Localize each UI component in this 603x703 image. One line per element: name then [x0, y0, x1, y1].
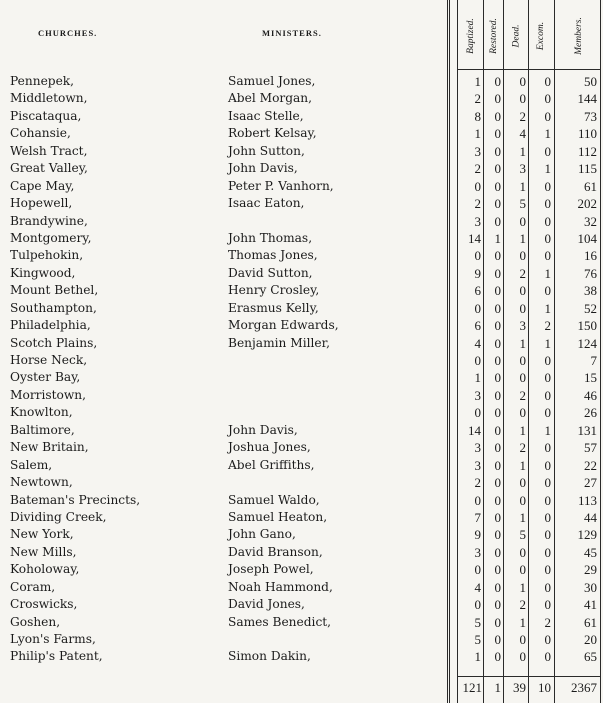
members-count: 41: [584, 597, 597, 613]
baptized-count: 0: [474, 597, 481, 613]
restored-count: 0: [494, 300, 501, 316]
members-count: 202: [577, 196, 597, 212]
baptized-count: 0: [474, 248, 481, 264]
church-name: Goshen,: [10, 614, 61, 629]
members-count: 52: [584, 300, 597, 316]
excom-header: [529, 6, 554, 66]
total-excom: 10: [538, 680, 551, 695]
excom-count: 1: [544, 126, 551, 142]
baptized-count: 3: [474, 387, 481, 403]
dead-count: 0: [519, 353, 526, 368]
totals-rule: [457, 676, 601, 677]
dead-count: 0: [519, 91, 526, 107]
dead-count: 2: [519, 387, 526, 403]
dead-count: 1: [519, 422, 526, 438]
table-row: [0, 352, 603, 369]
restored-count: 0: [494, 353, 501, 368]
excom-count: 0: [544, 143, 551, 159]
minister-name: David Branson,: [228, 544, 323, 559]
excom-count: 0: [544, 649, 551, 665]
restored-count: 0: [494, 632, 501, 647]
baptized-count: 9: [474, 265, 481, 281]
members-count: 129: [577, 527, 597, 543]
dead-count: 0: [519, 213, 526, 229]
churches-header: CHURCHES.: [38, 28, 98, 38]
dead-count: 0: [519, 562, 526, 578]
excom-count: 0: [544, 283, 551, 299]
church-name: Oyster Bay,: [10, 370, 81, 385]
restored-header: [483, 6, 504, 66]
excom-count: 1: [544, 422, 551, 438]
table-row: [0, 195, 603, 212]
excom-count: 0: [544, 475, 551, 491]
excom-count: 0: [544, 213, 551, 229]
dead-header: [504, 6, 529, 66]
table-row: [0, 614, 603, 631]
excom-count: 0: [544, 632, 551, 647]
restored-count: 0: [494, 161, 501, 177]
minister-name: Henry Crosley,: [228, 283, 320, 298]
table-body: [0, 73, 603, 666]
total-baptized: 121: [462, 680, 482, 695]
table-row: [0, 457, 603, 474]
restored-count: 0: [494, 178, 501, 194]
members-count: 57: [584, 440, 597, 456]
minister-name: Joshua Jones,: [228, 440, 311, 455]
restored-count: 0: [494, 492, 501, 508]
church-name: Horse Neck,: [10, 353, 88, 367]
totals-row: [0, 678, 603, 698]
dead-count: 1: [519, 457, 526, 473]
excom-count: 0: [544, 544, 551, 560]
table-row: [0, 544, 603, 561]
baptized-count: 3: [474, 457, 481, 473]
dead-count: 0: [519, 74, 526, 89]
restored-count: 0: [494, 283, 501, 299]
restored-count: 0: [494, 457, 501, 473]
baptized-count: 0: [474, 562, 481, 578]
church-name: Dividing Creek,: [10, 509, 107, 524]
table-row: [0, 125, 603, 142]
restored-count: 1: [494, 230, 501, 246]
members-count: 61: [584, 614, 597, 630]
baptized-count: 5: [474, 614, 481, 630]
table-row: [0, 160, 603, 177]
dead-count: 3: [519, 318, 526, 334]
minister-name: John Thomas,: [228, 230, 313, 245]
members-count: 27: [584, 475, 597, 491]
table-row: [0, 230, 603, 247]
excom-count: 0: [544, 457, 551, 473]
baptized-count: 6: [474, 283, 481, 299]
excom-count: 1: [544, 335, 551, 351]
excom-count: 0: [544, 492, 551, 508]
baptized-count: 2: [474, 475, 481, 491]
members-count: 115: [577, 161, 597, 177]
baptized-count: 1: [474, 74, 481, 89]
dead-count: 5: [519, 527, 526, 543]
dead-count: 1: [519, 579, 526, 595]
restored-count: 0: [494, 597, 501, 613]
restored-count: 0: [494, 509, 501, 525]
minister-name: David Jones,: [228, 597, 305, 612]
minister-name: John Davis,: [228, 422, 298, 437]
excom-count: 1: [544, 161, 551, 177]
minister-name: Samuel Heaton,: [228, 509, 328, 524]
baptized-count: 4: [474, 579, 481, 595]
members-count: 112: [577, 143, 597, 159]
church-name: Mount Bethel,: [10, 283, 99, 298]
minister-name: Benjamin Miller,: [228, 335, 330, 350]
table-row: [0, 300, 603, 317]
members-count: 144: [577, 91, 597, 107]
restored-count: 0: [494, 91, 501, 107]
baptized-count: 4: [474, 335, 481, 351]
members-count: 131: [577, 422, 597, 438]
church-name: Welsh Tract,: [10, 143, 88, 158]
minister-name: Robert Kelsay,: [228, 126, 317, 141]
restored-count: 0: [494, 143, 501, 159]
table-row: [0, 596, 603, 613]
restored-count: 0: [494, 422, 501, 438]
church-name: New Mills,: [10, 544, 77, 559]
members-count: 44: [584, 509, 597, 525]
dead-count: 0: [519, 248, 526, 264]
church-name: Hopewell,: [10, 196, 73, 211]
members-count: 46: [584, 387, 597, 403]
table-row: [0, 492, 603, 509]
church-name: Kingwood,: [10, 265, 76, 280]
table-row: [0, 474, 603, 491]
baptized-count: 7: [474, 509, 481, 525]
members-count: 65: [584, 649, 597, 665]
restored-count: 0: [494, 544, 501, 560]
minister-name: John Sutton,: [228, 143, 305, 158]
baptized-header-label: Baptized.: [466, 18, 476, 54]
baptized-count: 1: [474, 370, 481, 386]
excom-count: 0: [544, 230, 551, 246]
table-row: [0, 561, 603, 578]
table-row: [0, 282, 603, 299]
dead-count: 0: [519, 370, 526, 386]
dead-count: 2: [519, 108, 526, 124]
church-name: Knowlton,: [10, 405, 73, 420]
minister-name: Abel Griffiths,: [228, 457, 315, 472]
baptized-count: 3: [474, 143, 481, 159]
table-row: [0, 247, 603, 264]
dead-count: 4: [519, 126, 526, 142]
table-row: [0, 439, 603, 456]
baptized-count: 3: [474, 440, 481, 456]
excom-count: 0: [544, 579, 551, 595]
members-count: 113: [577, 492, 597, 508]
table-row: [0, 108, 603, 125]
restored-count: 0: [494, 248, 501, 264]
table-row: [0, 90, 603, 107]
excom-count: 0: [544, 440, 551, 456]
dead-count: 0: [519, 283, 526, 299]
excom-count: 0: [544, 597, 551, 613]
baptized-count: 0: [474, 178, 481, 194]
restored-count: 0: [494, 213, 501, 229]
dead-count: 1: [519, 230, 526, 246]
excom-count: 0: [544, 387, 551, 403]
table-row: [0, 387, 603, 404]
members-header: [556, 6, 601, 66]
church-name: Baltimore,: [10, 422, 75, 437]
church-name: Southampton,: [10, 300, 97, 315]
members-count: 7: [590, 353, 597, 368]
excom-count: 2: [544, 614, 551, 630]
table-row: [0, 526, 603, 543]
members-count: 16: [584, 248, 597, 264]
dead-count: 0: [519, 632, 526, 647]
church-name: Cohansie,: [10, 126, 71, 141]
restored-count: 0: [494, 440, 501, 456]
church-name: Tulpehokin,: [10, 248, 84, 263]
restored-count: 0: [494, 527, 501, 543]
members-count: 38: [584, 283, 597, 299]
dead-count: 2: [519, 440, 526, 456]
dead-count: 1: [519, 614, 526, 630]
table-row: [0, 143, 603, 160]
church-name: Cape May,: [10, 178, 75, 193]
members-count: 61: [584, 178, 597, 194]
baptized-count: 0: [474, 300, 481, 316]
members-count: 150: [577, 318, 597, 334]
restored-count: 0: [494, 562, 501, 578]
minister-name: Noah Hammond,: [228, 579, 333, 594]
dead-count: 0: [519, 405, 526, 421]
restored-count: 0: [494, 370, 501, 386]
members-count: 110: [577, 126, 597, 142]
baptized-count: 8: [474, 108, 481, 124]
church-name: Brandywine,: [10, 213, 88, 228]
table-row: [0, 317, 603, 334]
restored-count: 0: [494, 387, 501, 403]
church-name: Bateman's Precincts,: [10, 492, 141, 507]
ministers-header: MINISTERS.: [262, 28, 322, 38]
members-count: 22: [584, 457, 597, 473]
church-name: Morristown,: [10, 387, 87, 402]
header-rule: [457, 69, 601, 70]
members-count: 32: [584, 213, 597, 229]
table-row: [0, 265, 603, 282]
table-row: [0, 509, 603, 526]
dead-count: 0: [519, 544, 526, 560]
excom-count: 0: [544, 248, 551, 264]
restored-count: 0: [494, 405, 501, 421]
baptized-count: 2: [474, 161, 481, 177]
baptized-count: 5: [474, 632, 481, 647]
church-name: Lyon's Farms,: [10, 632, 96, 646]
table-row: [0, 422, 603, 439]
members-count: 26: [584, 405, 597, 421]
total-restored: 1: [494, 680, 501, 695]
minister-name: John Gano,: [228, 527, 296, 542]
members-count: 104: [577, 230, 597, 246]
minister-name: Joseph Powel,: [228, 562, 314, 577]
minister-name: Peter P. Vanhorn,: [228, 178, 334, 193]
total-members: 2367: [571, 680, 597, 695]
excom-count: 0: [544, 91, 551, 107]
minister-name: Sames Benedict,: [228, 614, 332, 629]
excom-count: 0: [544, 509, 551, 525]
baptized-count: 3: [474, 213, 481, 229]
members-count: 124: [577, 335, 597, 351]
restored-count: 0: [494, 579, 501, 595]
excom-count: 0: [544, 178, 551, 194]
members-count: 20: [584, 632, 597, 647]
baptized-count: 0: [474, 353, 481, 368]
church-name: New Britain,: [10, 440, 89, 455]
restored-count: 0: [494, 126, 501, 142]
dead-count: 2: [519, 597, 526, 613]
baptized-count: 0: [474, 405, 481, 421]
church-name: Philadelphia,: [10, 318, 91, 333]
table-row: [0, 648, 603, 665]
members-count: 29: [584, 562, 597, 578]
restored-count: 0: [494, 649, 501, 665]
baptized-count: 1: [474, 649, 481, 665]
baptized-count: 2: [474, 196, 481, 212]
excom-count: 0: [544, 562, 551, 578]
church-name: Middletown,: [10, 91, 88, 106]
church-name: Pennepek,: [10, 74, 75, 88]
dead-count: 1: [519, 509, 526, 525]
church-name: Montgomery,: [10, 230, 92, 245]
restored-count: 0: [494, 74, 501, 89]
church-name: Newtown,: [10, 475, 73, 490]
minister-name: Morgan Edwards,: [228, 318, 339, 333]
table-row: [0, 579, 603, 596]
dead-count: 0: [519, 649, 526, 665]
restored-header-label: Restored.: [488, 18, 499, 54]
minister-name: Simon Dakin,: [228, 649, 311, 664]
minister-name: Abel Morgan,: [228, 91, 313, 106]
church-name: Great Valley,: [10, 161, 88, 176]
restored-count: 0: [494, 335, 501, 351]
restored-count: 0: [494, 475, 501, 491]
minister-name: Erasmus Kelly,: [228, 300, 319, 315]
minister-name: Thomas Jones,: [228, 248, 318, 263]
restored-count: 0: [494, 196, 501, 212]
baptized-count: 3: [474, 544, 481, 560]
dead-count: 0: [519, 475, 526, 491]
excom-header-label: Excom.: [536, 21, 547, 51]
restored-count: 0: [494, 318, 501, 334]
members-count: 15: [584, 370, 597, 386]
dead-count: 2: [519, 265, 526, 281]
baptized-header: [459, 6, 483, 66]
table-row: [0, 369, 603, 386]
dead-count: 1: [519, 178, 526, 194]
minister-name: Samuel Jones,: [228, 74, 316, 88]
dead-header-label: Dead.: [511, 24, 522, 48]
members-count: 73: [584, 108, 597, 124]
baptized-count: 2: [474, 91, 481, 107]
church-name: Piscataqua,: [10, 108, 82, 123]
baptized-count: 9: [474, 527, 481, 543]
excom-count: 0: [544, 527, 551, 543]
dead-count: 0: [519, 492, 526, 508]
excom-count: 1: [544, 300, 551, 316]
church-name: Scotch Plains,: [10, 335, 98, 350]
minister-name: David Sutton,: [228, 265, 313, 280]
baptized-count: 14: [468, 422, 481, 438]
dead-count: 1: [519, 143, 526, 159]
excom-count: 0: [544, 196, 551, 212]
members-count: 76: [584, 265, 597, 281]
dead-count: 3: [519, 161, 526, 177]
table-row: [0, 73, 603, 90]
dead-count: 5: [519, 196, 526, 212]
church-name: Koholoway,: [10, 562, 80, 577]
excom-count: 0: [544, 108, 551, 124]
baptized-count: 0: [474, 492, 481, 508]
minister-name: Isaac Eaton,: [228, 196, 305, 211]
baptized-count: 6: [474, 318, 481, 334]
excom-count: 0: [544, 405, 551, 421]
excom-count: 0: [544, 74, 551, 89]
church-name: New York,: [10, 527, 74, 542]
table-row: [0, 404, 603, 421]
table-row: [0, 213, 603, 230]
excom-count: 0: [544, 353, 551, 368]
total-dead: 39: [513, 680, 526, 695]
minister-name: John Davis,: [228, 161, 298, 176]
excom-count: 0: [544, 370, 551, 386]
dead-count: 1: [519, 335, 526, 351]
members-count: 45: [584, 544, 597, 560]
members-header-label: Members.: [573, 17, 584, 55]
minister-name: Isaac Stelle,: [228, 108, 304, 123]
members-count: 30: [584, 579, 597, 595]
restored-count: 0: [494, 614, 501, 630]
members-count: 50: [584, 74, 597, 89]
restored-count: 0: [494, 265, 501, 281]
church-name: Coram,: [10, 579, 56, 594]
church-name: Salem,: [10, 457, 53, 472]
minister-name: Samuel Waldo,: [228, 492, 320, 507]
dead-count: 0: [519, 300, 526, 316]
excom-count: 1: [544, 265, 551, 281]
church-name: Croswicks,: [10, 597, 78, 612]
table-row: [0, 335, 603, 352]
baptized-count: 14: [468, 230, 481, 246]
excom-count: 2: [544, 318, 551, 334]
table-row: [0, 178, 603, 195]
table-row: [0, 631, 603, 648]
church-name: Philip's Patent,: [10, 649, 103, 664]
baptized-count: 1: [474, 126, 481, 142]
restored-count: 0: [494, 108, 501, 124]
